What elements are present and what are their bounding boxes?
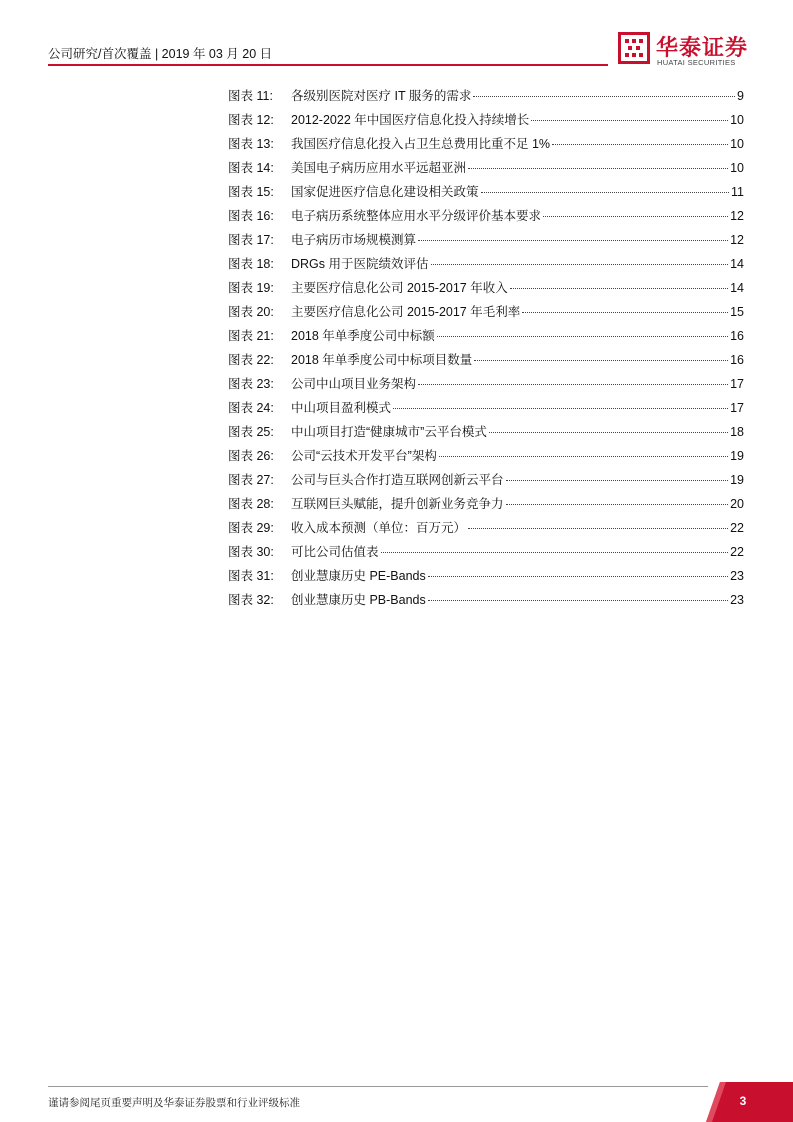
toc-dot-leader: [506, 504, 729, 505]
toc-dot-leader: [474, 360, 728, 361]
toc-entry-title: 公司中山项目业务架构: [291, 377, 417, 391]
toc-dot-leader: [481, 192, 730, 193]
toc-dot-leader: [473, 96, 735, 97]
toc-entry[interactable]: [228, 206, 744, 230]
toc-entry-label: 图表 32:: [228, 593, 274, 607]
toc-entry-title: 创业慧康历史 PE-Bands: [291, 569, 426, 583]
toc-entry-title: 收入成本预测（单位：百万元）: [291, 521, 467, 535]
toc-entry-title: 中山项目盈利模式: [291, 401, 392, 415]
toc-entry-label: 图表 15:: [228, 185, 274, 199]
toc-entry[interactable]: [228, 86, 744, 110]
toc-dot-leader: [418, 240, 728, 241]
toc-entry-label: 图表 20:: [228, 305, 274, 319]
toc-entry[interactable]: [228, 254, 744, 278]
toc-entry-title: 国家促进医疗信息化建设相关政策: [291, 185, 479, 199]
toc-dot-leader: [510, 288, 728, 289]
toc-entry[interactable]: [228, 350, 744, 374]
toc-entry-label: 图表 28:: [228, 497, 274, 511]
toc-dot-leader: [543, 216, 728, 217]
toc-entry-page: 12: [730, 233, 744, 247]
toc-dot-leader: [418, 384, 728, 385]
toc-entry-label: 图表 14:: [228, 161, 274, 175]
toc-entry-label: 图表 22:: [228, 353, 274, 367]
page-number: 3: [739, 1094, 747, 1108]
toc-dot-leader: [428, 576, 728, 577]
header-report-info: 公司研究/首次覆盖 | 2019 年 03 月 20 日: [48, 47, 273, 61]
toc-entry-page: 19: [730, 473, 744, 487]
toc-entry-label: 图表 26:: [228, 449, 274, 463]
toc-entry-page: 18: [730, 425, 744, 439]
toc-dot-leader: [489, 432, 728, 433]
toc-entry-page: 9: [737, 89, 744, 103]
toc-entry-title: 2012-2022 年中国医疗信息化投入持续增长: [291, 113, 530, 127]
toc-entry-page: 20: [730, 497, 744, 511]
toc-entry-title: 电子病历系统整体应用水平分级评价基本要求: [291, 209, 542, 223]
toc-entry-page: 14: [730, 257, 744, 271]
toc-entry-page: 12: [730, 209, 744, 223]
toc-entry[interactable]: [228, 302, 744, 326]
toc-entry-label: 图表 24:: [228, 401, 274, 415]
toc-entry-page: 17: [730, 401, 744, 415]
toc-entry-page: 23: [730, 569, 744, 583]
toc-entry-label: 图表 30:: [228, 545, 274, 559]
toc-entry-page: 10: [730, 161, 744, 175]
toc-entry-label: 图表 18:: [228, 257, 274, 271]
toc-entry-page: 11: [731, 185, 744, 199]
toc-entry-title: 创业慧康历史 PB-Bands: [291, 593, 426, 607]
toc-entry-label: 图表 11:: [228, 89, 273, 103]
toc-dot-leader: [428, 600, 728, 601]
toc-entry-title: 2018 年单季度公司中标项目数量: [291, 353, 473, 367]
toc-entry[interactable]: [228, 542, 744, 566]
huatai-logo-mark-icon: [618, 32, 650, 64]
toc-entry[interactable]: [228, 590, 744, 614]
footer-disclaimer: 谨请参阅尾页重要声明及华泰证券股票和行业评级标准: [48, 1097, 300, 1109]
toc-entry-page: 17: [730, 377, 744, 391]
logo-chinese-name: 华泰证券: [656, 35, 749, 60]
toc-dot-leader: [468, 168, 728, 169]
toc-dot-leader: [437, 336, 728, 337]
toc-dot-leader: [468, 528, 728, 529]
toc-entry[interactable]: [228, 230, 744, 254]
toc-entry[interactable]: [228, 494, 744, 518]
toc-entry-title: 2018 年单季度公司中标额: [291, 329, 435, 343]
toc-entry-label: 图表 12:: [228, 113, 274, 127]
toc-entry-title: 可比公司估值表: [291, 545, 379, 559]
toc-entry-label: 图表 19:: [228, 281, 274, 295]
toc-dot-leader: [381, 552, 729, 553]
toc-entry-page: 10: [730, 113, 744, 127]
toc-entry-page: 10: [730, 137, 744, 151]
toc-entry[interactable]: [228, 326, 744, 350]
toc-entry[interactable]: [228, 374, 744, 398]
toc-entry[interactable]: [228, 278, 744, 302]
toc-entry-page: 15: [730, 305, 744, 319]
toc-entry-page: 23: [730, 593, 744, 607]
toc-dot-leader: [393, 408, 728, 409]
toc-entry[interactable]: [228, 422, 744, 446]
toc-entry-page: 22: [730, 545, 744, 559]
logo-english-name: HUATAI SECURITIES: [657, 58, 736, 67]
toc-entry[interactable]: [228, 158, 744, 182]
toc-dot-leader: [531, 120, 728, 121]
toc-entry-title: DRGs 用于医院绩效评估: [291, 257, 429, 271]
toc-entry-title: 电子病历市场规模测算: [291, 233, 417, 247]
toc-entry-title: 公司与巨头合作打造互联网创新云平台: [291, 473, 504, 487]
toc-entry-label: 图表 17:: [228, 233, 274, 247]
toc-entry-title: 各级别医院对医疗 IT 服务的需求: [291, 89, 472, 103]
toc-entry[interactable]: [228, 470, 744, 494]
toc-dot-leader: [522, 312, 728, 313]
toc-entry-title: 互联网巨头赋能，提升创新业务竞争力: [291, 497, 504, 511]
toc-entry-page: 22: [730, 521, 744, 535]
toc-entry-page: 19: [730, 449, 744, 463]
toc-entry-label: 图表 13:: [228, 137, 274, 151]
toc-entry[interactable]: [228, 446, 744, 470]
toc-dot-leader: [552, 144, 728, 145]
toc-entry[interactable]: [228, 134, 744, 158]
toc-entry[interactable]: [228, 566, 744, 590]
toc-entry[interactable]: [228, 398, 744, 422]
toc-entry-label: 图表 16:: [228, 209, 274, 223]
huatai-logo: [618, 30, 748, 70]
toc-entry-title: 中山项目打造“健康城市”云平台模式: [291, 425, 487, 439]
toc-entry-title: 主要医疗信息化公司 2015-2017 年毛利率: [291, 305, 521, 319]
toc-entry[interactable]: [228, 182, 744, 206]
toc-entry[interactable]: [228, 110, 744, 134]
toc-entry-label: 图表 23:: [228, 377, 274, 391]
toc-entry-label: 图表 25:: [228, 425, 274, 439]
header-rule: [48, 64, 608, 66]
toc-entry[interactable]: [228, 518, 744, 542]
toc-dot-leader: [439, 456, 728, 457]
toc-entry-page: 14: [730, 281, 744, 295]
toc-entry-page: 16: [730, 329, 744, 343]
toc-dot-leader: [431, 264, 729, 265]
toc-entry-title: 主要医疗信息化公司 2015-2017 年收入: [291, 281, 508, 295]
toc-entry-title: 公司“云技术开发平台”架构: [291, 449, 437, 463]
toc-entry-label: 图表 27:: [228, 473, 274, 487]
toc-entry-page: 16: [730, 353, 744, 367]
toc-entry-title: 我国医疗信息化投入占卫生总费用比重不足 1%: [291, 137, 551, 151]
toc-entry-label: 图表 21:: [228, 329, 274, 343]
toc-entry-label: 图表 31:: [228, 569, 274, 583]
toc-dot-leader: [506, 480, 729, 481]
toc-entry-title: 美国电子病历应用水平远超亚洲: [291, 161, 467, 175]
toc-entry-label: 图表 29:: [228, 521, 274, 535]
footer-rule: [48, 1086, 708, 1087]
figure-index: [228, 86, 744, 614]
